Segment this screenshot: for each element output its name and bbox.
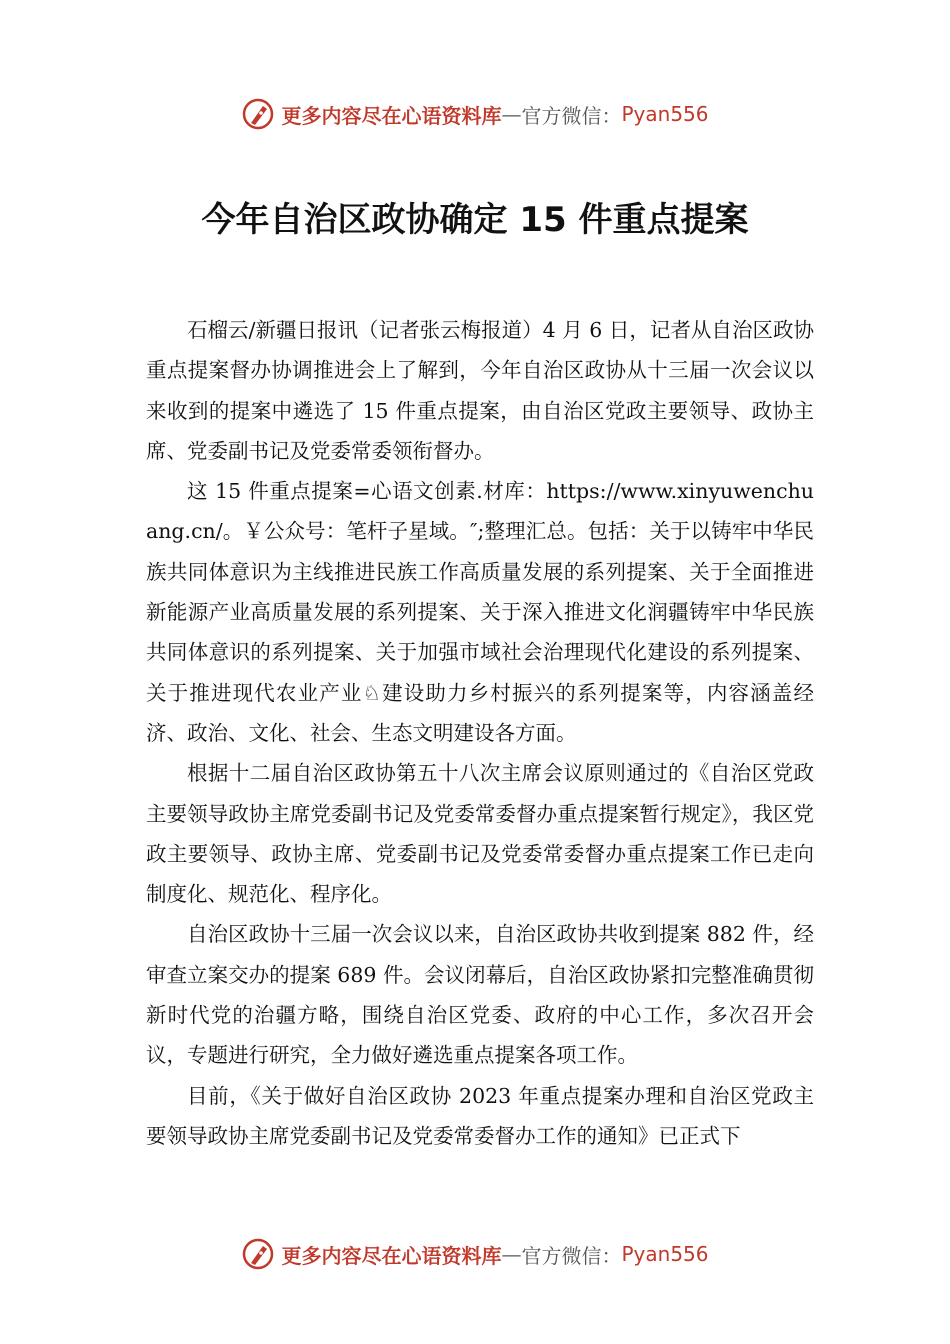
pen-nib-icon [241, 1237, 275, 1271]
header-banner [0, 92, 950, 136]
paragraph: 自治区政协十三届一次会议以来，自治区政协共收到提案 882 件，经审查立案交办的提案 689 件。会议闭幕后，自治区政协紧扣完整准确贯彻新时代党的治疆方略，围绕自治区党委、政府的中心工作，多次召开会议，专题进行研究，全力做好遴选重点提案各项工作。 [146, 922, 814, 1068]
wechat-label: 官方微信： [521, 1243, 622, 1268]
paragraph: 石榴云/新疆日报讯（记者张云梅报道）4 月 6 日，记者从自治区政协重点提案督办协调推进会上了解到，今年自治区政协从十三届一次会议以来收到的提案中遴选了 15 件重点提案，由自治区党政主要领导、政协主席、党委副书记及党委常委领衔督办。 [146, 318, 814, 463]
brand-text: 更多内容尽在心语资料库 [281, 1243, 502, 1268]
document-body [146, 310, 814, 1156]
document-title: 今年自治区政协确定 15 件重点提案 [201, 200, 749, 240]
pen-nib-icon [241, 97, 275, 131]
paragraph: 目前，《关于做好自治区政协 2023 年重点提案办理和自治区党政主要领导政协主席党委副书记及党委常委督办工作的通知》已正式下 [146, 1083, 814, 1148]
wechat-id: Pyan556 [621, 1242, 709, 1266]
brand-text: 更多内容尽在心语资料库 [281, 103, 502, 128]
paragraph: 这 15 件重点提案=心语文创素.材库：https://www.xinyuwenchuang.cn/。￥公众号：笔杆子星域。″;整理汇总。包括：关于以铸牢中华民族共同体意识为主线推进民族工作高质量发展的系列提案、关于全面推进新能源产业高质量发展的系列提案、关于深入推进文化润疆铸牢中华民族共同体意识的系列提案、关于加强市域社会治理现代化建设的系列提案、关于推进现代农业产业♘建设助力乡村振兴的系列提案等，内容涵盖经济、政治、文化、社会、生态文明建设各方面。 [146, 479, 814, 745]
footer-banner [0, 1232, 950, 1276]
banner-separator: — [501, 1242, 522, 1266]
banner-separator: — [501, 102, 522, 126]
wechat-label: 官方微信： [521, 103, 622, 128]
wechat-id: Pyan556 [621, 102, 709, 126]
paragraph: 根据十二届自治区政协第五十八次主席会议原则通过的《自治区党政主要领导政协主席党委副书记及党委常委督办重点提案暂行规定》，我区党政主要领导、政协主席、党委副书记及党委常委督办重点提案工作已走向制度化、规范化、程序化。 [146, 761, 814, 907]
